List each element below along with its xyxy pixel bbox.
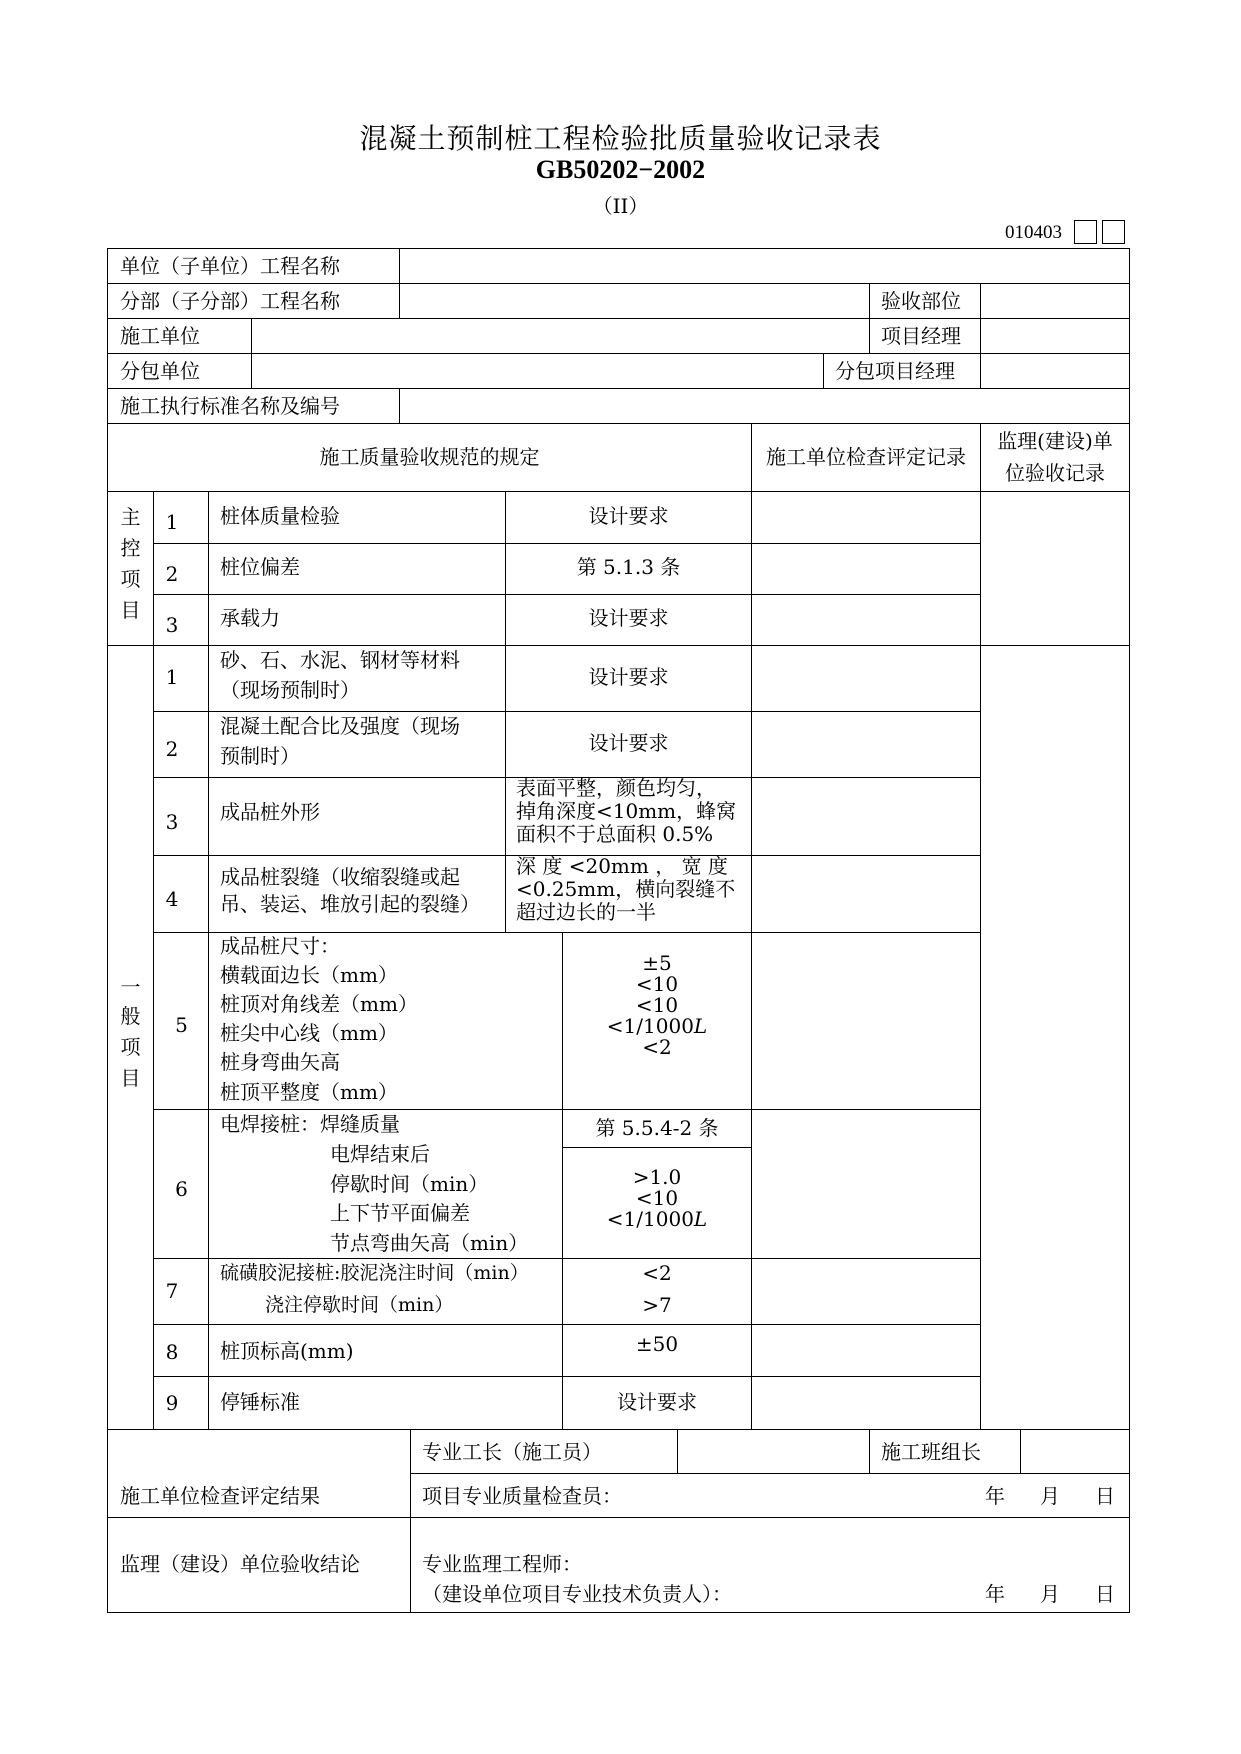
- check-record-cell[interactable]: [752, 595, 980, 645]
- acceptance-part-label: 验收部位: [881, 289, 961, 313]
- item-requirement: 面积不于总面积 0.5%: [516, 822, 714, 846]
- item-requirement: <2: [642, 1261, 672, 1285]
- item-label: 成品桩外形: [220, 800, 320, 824]
- general-items-char: 般: [120, 1004, 141, 1028]
- main-items-char: 项: [120, 567, 141, 591]
- item-label: （现场预制时）: [220, 678, 360, 702]
- item-requirement: ±50: [635, 1332, 679, 1356]
- main-items-char: 主: [120, 505, 141, 529]
- code-box-2[interactable]: [1102, 220, 1125, 244]
- item-label: 硫磺胶泥接桩:胶泥浇注时间（min）: [220, 1262, 529, 1284]
- item-requirement: 第 5.1.3 条: [576, 555, 681, 579]
- item-requirement: 设计要求: [617, 1390, 697, 1414]
- item-label: 电焊结束后: [330, 1142, 430, 1166]
- check-column-header: 施工单位检查评定记录: [766, 445, 966, 469]
- sub-project-manager-field[interactable]: [981, 354, 1129, 388]
- item-number: 6: [175, 1177, 188, 1201]
- item-requirement: 表面平整，颜色均匀，: [516, 776, 716, 800]
- item-requirement: <2: [642, 1035, 672, 1059]
- team-leader-label: 施工班组长: [881, 1440, 981, 1464]
- contractor-field[interactable]: [252, 319, 869, 353]
- date-year: 年: [985, 1582, 1005, 1606]
- item-requirement: <0.25mm，横向裂缝不: [516, 877, 736, 901]
- foreman-field[interactable]: [678, 1430, 869, 1473]
- date-day: 日: [1095, 1582, 1115, 1606]
- supervision-record-general[interactable]: [981, 646, 1129, 1429]
- item-label: 浇注停歇时间（min）: [265, 1294, 454, 1316]
- foreman-label: 专业工长（施工员）: [422, 1440, 602, 1464]
- part-number: （II）: [592, 194, 649, 218]
- project-manager-field[interactable]: [981, 319, 1129, 353]
- item-number: 1: [165, 665, 179, 689]
- item-number: 7: [165, 1279, 179, 1303]
- item-label: 吊、装运、堆放引起的裂缝）: [220, 892, 480, 916]
- item-label: 横载面边长（mm）: [220, 963, 398, 987]
- item-requirement: 超过边长的一半: [516, 900, 656, 924]
- supervision-column-header-line2: 位验收记录: [1005, 461, 1105, 485]
- item-number: 8: [165, 1340, 179, 1364]
- item-label: 混凝土配合比及强度（现场: [220, 714, 460, 738]
- main-items-char: 控: [120, 536, 141, 560]
- item-number: 5: [175, 1013, 188, 1037]
- item-requirement: 设计要求: [588, 606, 669, 630]
- item-label: 桩顶平整度（mm）: [220, 1080, 398, 1104]
- item-label: 桩顶对角线差（mm）: [220, 992, 418, 1016]
- item-label: 节点弯曲矢高（min）: [330, 1231, 529, 1255]
- contractor-label: 施工单位: [120, 324, 200, 348]
- division-name-field[interactable]: [400, 284, 869, 318]
- unit-name-field[interactable]: [400, 249, 1129, 283]
- item-requirement: 设计要求: [588, 504, 669, 528]
- item-label: 预制时）: [220, 744, 300, 768]
- item-label: 停歇时间（min）: [330, 1172, 489, 1196]
- item-number: 2: [165, 562, 179, 586]
- form-title: 混凝土预制桩工程检验批质量验收记录表: [359, 122, 882, 155]
- item-requirement: 设计要求: [588, 731, 669, 755]
- general-items-char: 目: [120, 1066, 141, 1090]
- acceptance-part-field[interactable]: [981, 284, 1129, 318]
- item-label: 桩顶标高(mm): [220, 1339, 354, 1363]
- general-items-char: 项: [120, 1035, 141, 1059]
- main-items-char: 目: [120, 598, 141, 622]
- inspector-label: 项目专业质量检查员：: [422, 1484, 622, 1508]
- check-record-cell[interactable]: [752, 544, 980, 594]
- item-requirement: <1/1000𝐿: [606, 1014, 708, 1038]
- item-label: 砂、石、水泥、钢材等材料: [220, 648, 460, 672]
- item-number: 2: [165, 737, 179, 761]
- team-leader-field[interactable]: [1021, 1430, 1129, 1473]
- code-box-1[interactable]: [1074, 220, 1097, 244]
- item-number: 3: [165, 613, 179, 637]
- item-label: 上下节平面偏差: [330, 1201, 470, 1225]
- contractor-result-label: 施工单位检查评定结果: [120, 1484, 320, 1508]
- check-record-cell[interactable]: [752, 492, 980, 543]
- item-requirement: <10: [635, 972, 679, 996]
- item-label: 桩体质量检验: [220, 504, 340, 528]
- supervision-conclusion-label: 监理（建设）单位验收结论: [120, 1552, 360, 1576]
- standard-number: GB50202−2002: [535, 155, 706, 184]
- item-label: 停锤标准: [220, 1390, 300, 1414]
- sub-project-manager-label: 分包项目经理: [835, 359, 955, 383]
- item-label: 桩尖中心线（mm）: [220, 1021, 398, 1045]
- item-requirement: 掉角深度<10mm，蜂窝: [516, 799, 737, 823]
- item-label: 成品桩裂缝（收缩裂缝或起: [220, 865, 460, 889]
- unit-name-label: 单位（子单位）工程名称: [120, 254, 340, 278]
- subcontractor-label: 分包单位: [120, 359, 200, 383]
- supervisor-label: 专业监理工程师：: [422, 1552, 582, 1576]
- division-name-label: 分部（子分部）工程名称: [120, 289, 340, 313]
- item-number: 1: [165, 510, 179, 534]
- supervision-column-header-line1: 监理(建设)单: [997, 429, 1113, 453]
- owner-tech-label: （建设单位项目专业技术负责人）：: [422, 1582, 732, 1606]
- item-label: 承载力: [220, 606, 280, 630]
- item-requirement: <10: [635, 993, 679, 1017]
- item-requirement: 设计要求: [588, 665, 669, 689]
- date-day: 日: [1095, 1484, 1115, 1508]
- form-code: 010403: [1005, 222, 1062, 243]
- item-number: 9: [165, 1391, 179, 1415]
- standard-name-field[interactable]: [400, 389, 1129, 423]
- item-label: 成品桩尺寸：: [220, 934, 340, 958]
- item-requirement: >7: [642, 1293, 672, 1317]
- general-items-char: 一: [120, 975, 141, 999]
- subcontractor-field[interactable]: [252, 354, 823, 388]
- date-month: 月: [1040, 1582, 1060, 1606]
- item-requirement: >1.0: [632, 1165, 682, 1189]
- standard-name-label: 施工执行标准名称及编号: [120, 394, 340, 418]
- item-label: 桩身弯曲矢高: [220, 1050, 340, 1074]
- item-requirement: <10: [635, 1186, 679, 1210]
- item-requirement: ±5: [642, 951, 672, 975]
- date-month: 月: [1040, 1484, 1060, 1508]
- project-manager-label: 项目经理: [881, 324, 961, 348]
- date-year: 年: [985, 1484, 1005, 1508]
- item-requirement: <1/1000𝐿: [606, 1207, 708, 1231]
- item-label: 桩位偏差: [220, 555, 300, 579]
- item-number: 4: [165, 887, 179, 911]
- item-number: 3: [165, 810, 179, 834]
- item-requirement: 第 5.5.4-2 条: [595, 1116, 719, 1140]
- item-label: 电焊接桩：焊缝质量: [220, 1112, 400, 1136]
- item-requirement: 深 度 <20mm ， 宽 度: [516, 854, 728, 878]
- spec-column-header: 施工质量验收规范的规定: [319, 445, 540, 469]
- supervision-record-main[interactable]: [981, 492, 1129, 645]
